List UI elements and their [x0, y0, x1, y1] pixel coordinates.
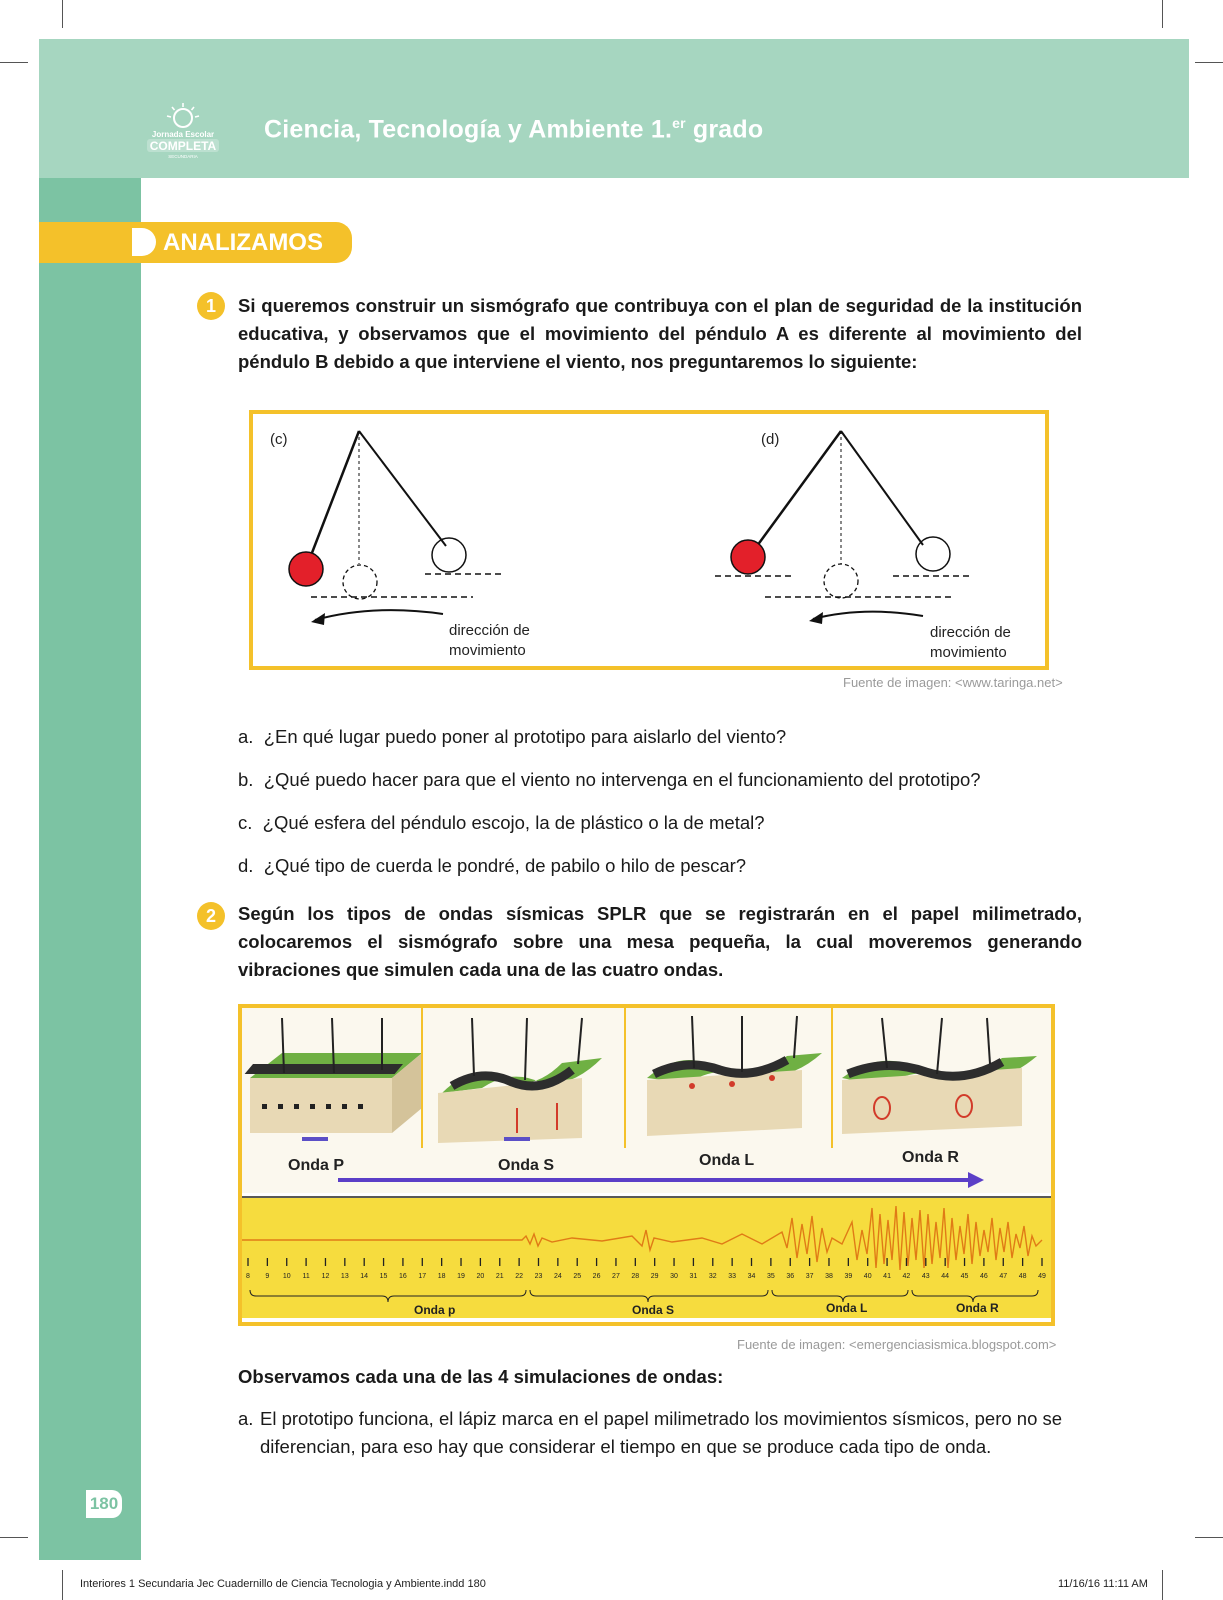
crop-mark: [1195, 62, 1223, 63]
time-tick-label: 33: [728, 1273, 737, 1280]
direction-label-c-1: dirección de: [449, 622, 530, 639]
question-item-d: d. ¿Qué tipo de cuerda le pondré, de pabilo o hilo de pescar?: [238, 855, 747, 876]
print-slug-datetime: 11/16/16 11:11 AM: [1058, 1578, 1148, 1590]
pendulum-figure: [249, 410, 1049, 670]
time-tick-label: 45: [960, 1273, 969, 1280]
time-tick-label: 16: [399, 1273, 407, 1280]
book-title: Ciencia, Tecnología y Ambiente 1.$^{er}$ grado: [264, 115, 764, 144]
time-tick-label: 31: [689, 1273, 698, 1280]
crop-mark: [62, 1570, 63, 1600]
time-tick-label: 46: [980, 1273, 988, 1280]
time-tick-label: 23: [534, 1273, 543, 1280]
seismogram-strip: [242, 1198, 1051, 1318]
time-tick-label: 48: [1018, 1273, 1027, 1280]
time-tick-label: 28: [631, 1273, 640, 1280]
svg-text:SECUNDARIA: SECUNDARIA: [168, 154, 198, 159]
time-tick-label: 36: [786, 1273, 795, 1280]
time-tick-label: 26: [592, 1273, 601, 1280]
time-tick-label: 20: [476, 1273, 485, 1280]
direction-label-c-2: movimiento: [449, 642, 526, 659]
time-tick-label: 41: [883, 1273, 891, 1280]
panel-label-onda-s: Onda S: [498, 1157, 555, 1174]
seismic-waves-figure: [238, 1004, 1055, 1326]
time-tick-label: 40: [863, 1273, 872, 1280]
crop-mark: [0, 62, 28, 63]
time-tick-label: 11: [302, 1273, 310, 1280]
time-label-onda-r: Onda R: [956, 1301, 999, 1315]
time-tick-label: 25: [573, 1273, 582, 1280]
image-source-2: Fuente de imagen: <emergenciasismica.blogspot.com>: [737, 1337, 1057, 1352]
observe-item-a-text: El prototipo funciona, el lápiz marca en el papel milimetrado los movimientos sísmicos, pero no se diferencian, para eso hay que considerar el tiempo en que se produce cada tipo de onda.: [260, 1408, 1063, 1457]
time-tick-label: 19: [457, 1273, 465, 1280]
time-tick-label: 15: [379, 1273, 388, 1280]
panel-label-onda-r: Onda R: [902, 1149, 959, 1166]
time-label-onda-p: Onda p: [414, 1303, 456, 1317]
time-tick-label: 42: [902, 1273, 911, 1280]
section-title: ANALIZAMOS: [163, 229, 323, 256]
time-tick-label: 43: [921, 1273, 930, 1280]
crop-mark: [62, 0, 63, 28]
time-tick-label: 49: [1038, 1273, 1046, 1280]
seismic-waves-illustration: [242, 1008, 1051, 1322]
question-1-text: Si queremos construir un sismógrafo que contribuya con el plan de seguridad de la institución educativa, y observamos que el movimiento del péndulo A es diferente al movimiento del péndulo B debido a que interviene el viento, nos preguntaremos lo siguiente:: [238, 295, 1082, 372]
print-slug-file: Interiores 1 Secundaria Jec Cuadernillo de Ciencia Tecnologia y Ambiente.indd 180: [80, 1578, 486, 1590]
question-item-a: a. ¿En qué lugar puedo poner al prototipo para aislarlo del viento?: [238, 726, 787, 747]
time-tick-label: 8: [246, 1273, 250, 1280]
time-tick-label: 24: [553, 1273, 562, 1280]
panel-label-onda-p: Onda P: [288, 1157, 345, 1174]
question-2-text: Según los tipos de ondas sísmicas SPLR que se registrarán en el papel milimetrado, colocaremos el sismógrafo sobre una mesa pequeña, la cual moveremos generando vibraciones que simulen cada una de las cuatro ondas.: [238, 903, 1082, 980]
direction-label-d-2: movimiento: [930, 644, 1007, 661]
red-bob-c: [289, 552, 323, 586]
time-tick-label: 21: [495, 1273, 504, 1280]
time-label-onda-l: Onda L: [826, 1301, 868, 1315]
sidebar-band: [39, 178, 141, 1560]
time-tick-label: 30: [670, 1273, 678, 1280]
question-number-2: 2: [197, 902, 225, 930]
pendulum-diagram: [253, 414, 1045, 666]
time-tick-label: 47: [999, 1273, 1008, 1280]
time-tick-label: 34: [747, 1273, 756, 1280]
crop-mark: [0, 1537, 28, 1538]
page-number: 180: [86, 1490, 122, 1518]
time-tick-label: 13: [340, 1273, 349, 1280]
jornada-escolar-logo: [142, 100, 224, 160]
observe-title: Observamos cada una de las 4 simulaciones de ondas:: [238, 1366, 724, 1387]
figure-label-d: (d): [761, 431, 780, 448]
time-tick-label: 17: [418, 1273, 427, 1280]
time-tick-label: 12: [321, 1273, 330, 1280]
time-tick-label: 39: [844, 1273, 853, 1280]
time-tick-label: 10: [282, 1273, 291, 1280]
pendulum-c: [310, 431, 501, 625]
time-tick-label: 32: [708, 1273, 717, 1280]
question-number-1: 1: [197, 292, 225, 320]
crop-mark: [1195, 1537, 1223, 1538]
time-tick-label: 38: [825, 1273, 833, 1280]
question-item-b: b. ¿Qué puedo hacer para que el viento no intervenga en el funcionamiento del prototipo?: [238, 769, 981, 790]
pendulum-d: [715, 431, 969, 624]
time-tick-label: 27: [612, 1273, 620, 1280]
time-tick-label: 44: [941, 1273, 950, 1280]
figure-label-c: (c): [270, 431, 288, 448]
question-item-c: c. ¿Qué esfera del péndulo escojo, la de plástico o la de metal?: [238, 812, 765, 833]
crop-mark: [1162, 1570, 1163, 1600]
red-bob-d: [731, 540, 765, 574]
time-tick-label: 37: [805, 1273, 814, 1280]
observe-item-a-letter: a.: [238, 1408, 254, 1429]
panel-label-onda-l: Onda L: [699, 1152, 755, 1169]
time-label-onda-s: Onda S: [632, 1303, 675, 1317]
image-source-1: Fuente de imagen: <www.taringa.net>: [843, 675, 1063, 690]
time-tick-label: 29: [650, 1273, 659, 1280]
time-tick-label: 35: [766, 1273, 775, 1280]
crop-mark: [1162, 0, 1163, 28]
time-tick-label: 18: [437, 1273, 446, 1280]
svg-text:Jornada Escolar: Jornada Escolar: [151, 130, 215, 139]
time-tick-label: 9: [265, 1273, 270, 1280]
svg-text:COMPLETA: COMPLETA: [149, 139, 217, 153]
time-tick-label: 22: [515, 1273, 524, 1280]
time-tick-label: 14: [360, 1273, 369, 1280]
direction-label-d-1: dirección de: [930, 624, 1011, 641]
